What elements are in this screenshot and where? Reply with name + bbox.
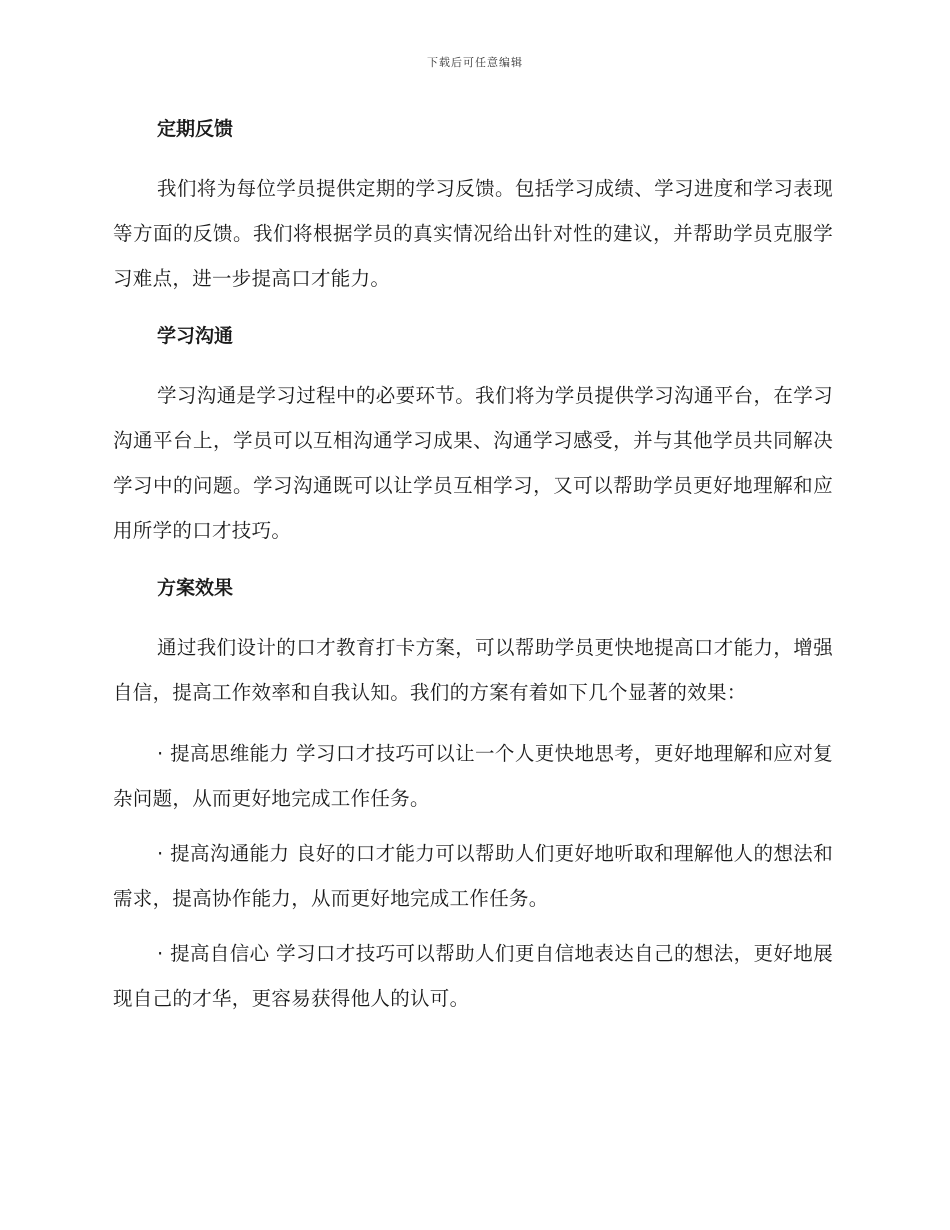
- page-header-note: 下载后可任意编辑: [427, 56, 523, 69]
- list-item-communication: · 提高沟通能力 良好的口才能力可以帮助人们更好地听取和理解他人的想法和需求，提高协作能力，从而更好地完成工作任务。: [113, 842, 833, 910]
- document-body: [113, 110, 833, 1021]
- section-heading-effects: 方案效果: [157, 577, 234, 599]
- list-item-confidence: · 提高自信心 学习口才技巧可以帮助人们更自信地表达自己的想法，更好地展现自己的才华，更容易获得他人的认可。: [113, 942, 833, 1010]
- section-paragraph-feedback: 我们将为每位学员提供定期的学习反馈。包括学习成绩、学习进度和学习表现等方面的反馈。我们将根据学员的真实情况给出针对性的建议，并帮助学员克服学习难点，进一步提高口才能力。: [113, 177, 833, 290]
- section-heading-communication: 学习沟通: [157, 325, 234, 347]
- list-item-thinking: · 提高思维能力 学习口才技巧可以让一个人更快地思考，更好地理解和应对复杂问题，从而更好地完成工作任务。: [113, 742, 833, 810]
- section-heading-feedback: 定期反馈: [157, 118, 234, 140]
- section-paragraph-effects: 通过我们设计的口才教育打卡方案，可以帮助学员更快地提高口才能力，增强自信，提高工作效率和自我认知。我们的方案有着如下几个显著的效果：: [113, 636, 833, 704]
- section-paragraph-communication: 学习沟通是学习过程中的必要环节。我们将为学员提供学习沟通平台，在学习沟通平台上，学员可以互相沟通学习成果、沟通学习感受，并与其他学员共同解决学习中的问题。学习沟通既可以让学员互相学习，又可以帮助学员更好地理解和应用所学的口才技巧。: [113, 384, 833, 542]
